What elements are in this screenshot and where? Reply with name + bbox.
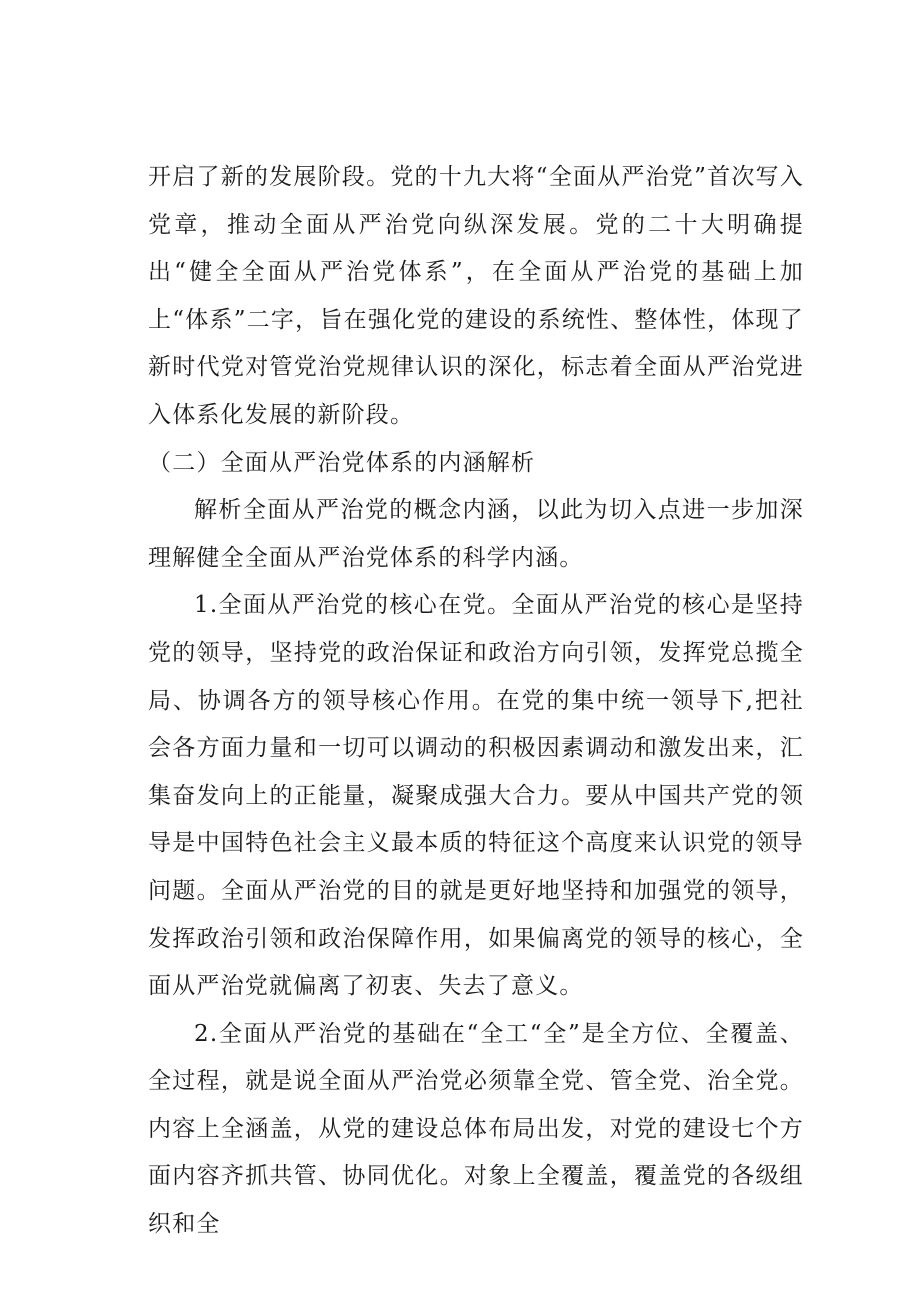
- paragraph-intro: 开启了新的发展阶段。党的十九大将“全面从严治党”首次写入党章，推动全面从严治党向纵深发展。党的二十大明确提出“健全全面从严治党体系”，在全面从严治党的基础上加上“体系”二字，旨在强化党的建设的系统性、整体性，体现了新时代党对管党治党规律认识的深化，标志着全面从严治党进入体系化发展的新阶段。: [148, 164, 804, 428]
- document-body: [148, 154, 804, 1249]
- paragraph-basis-in-whole: 2.全面从严治党的基础在“全工“全”是全方位、全覆盖、全过程，就是说全面从严治党必须靠全党、管全党、治全党。内容上全涵盖，从党的建设总体布局出发，对党的建设七个方面内容齐抓共管、协同优化。对象上全覆盖，覆盖党的各级组织和全: [148, 1020, 804, 1238]
- section-heading: （二）全面从严治党体系的内涵解析: [148, 449, 536, 476]
- paragraph-analysis: 解析全面从严治党的概念内涵，以此为切入点进一步加深理解健全全面从严治党体系的科学内涵。: [148, 497, 804, 571]
- paragraph-core-in-party: 1.全面从严治党的核心在党。全面从严治党的核心是坚持党的领导，坚持党的政治保证和政治方向引领，发挥党总揽全局、协调各方的领导核心作用。在党的集中统一领导下,把社会各方面力量和一切可以调动的积极因素调动和激发出来，汇集奋发向上的正能量，凝聚成强大合力。要从中国共产党的领导是中国特色社会主义最本质的特征这个高度来认识党的领导问题。全面从严治党的目的就是更好地坚持和加强党的领导，发挥政治引领和政治保障作用，如果偏离党的领导的核心，全面从严治党就偏离了初衷、失去了意义。: [148, 592, 804, 1000]
